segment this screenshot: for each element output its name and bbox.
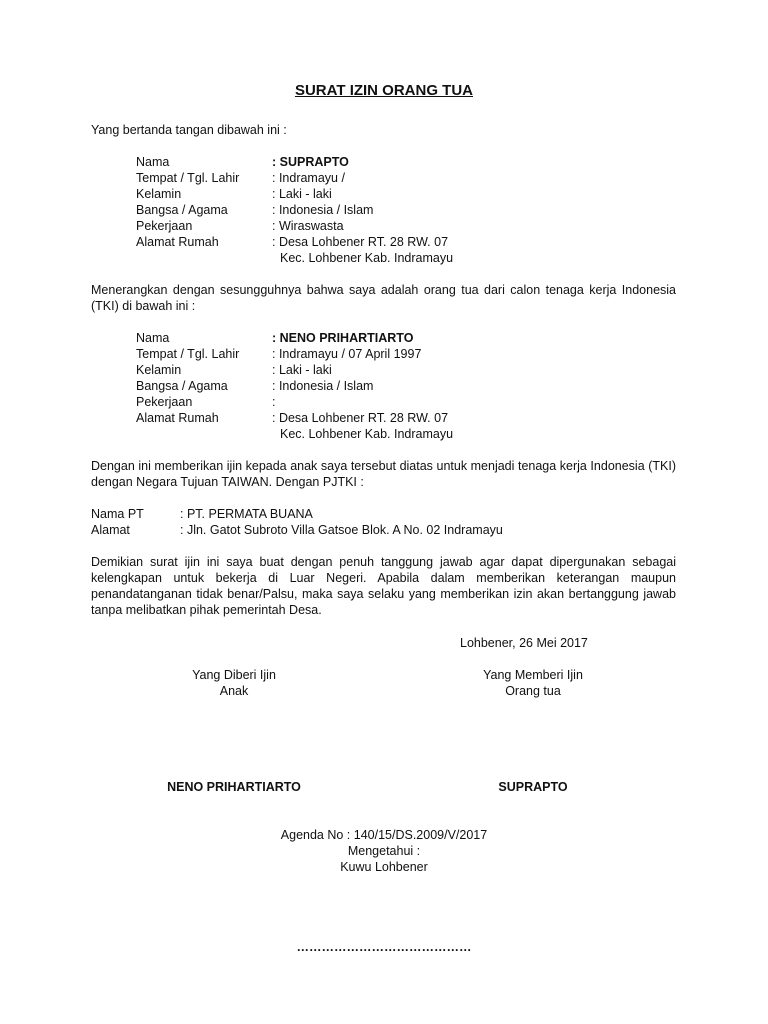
- intro-text: Yang bertanda tangan dibawah ini :: [91, 123, 287, 137]
- official-title: Kuwu Lohbener: [340, 860, 428, 874]
- child-value-gender: : Laki - laki: [272, 363, 332, 377]
- left-signer-relation: Anak: [219, 684, 249, 698]
- parent-address-cont: Kec. Lohbener Kab. Indramayu: [280, 251, 454, 265]
- permission-paragraph: Dengan ini memberikan ijin kepada anak saya tersebut diatas untuk menjadi tenaga kerja Indonesia (TKI) dengan Negara Tujuan TAIWAN. Dengan PJTKI :: [91, 459, 676, 489]
- company-value-address: : Jln. Gatot Subroto Villa Gatsoe Blok. A No. 02 Indramayu: [180, 523, 503, 537]
- company-label-name: Nama PT: [91, 507, 144, 521]
- closing-paragraph: Demikian surat ijin ini saya buat dengan penuh tanggung jawab agar dapat dipergunakan sebagai kelengkapan untuk bekerja di Luar Negeri. Apabila dalam memberikan keterangan maupun penandatanganan tidak benar/Palsu, maka saya selaku yang memberikan izin akan bertanggung jawab tanpa melibatkan pihak pemerintah Desa.: [91, 555, 676, 617]
- parent-value-gender: : Laki - laki: [272, 187, 332, 201]
- child-label-job: Pekerjaan: [136, 395, 193, 409]
- parent-label-birth: Tempat / Tgl. Lahir: [136, 171, 240, 185]
- child-value-job: :: [272, 395, 276, 409]
- left-signer-name: NENO PRIHARTIARTO: [167, 780, 301, 794]
- official-signature-line: ……………………………………: [296, 940, 472, 954]
- right-signer-name: SUPRAPTO: [498, 780, 568, 794]
- acknowledged-label: Mengetahui :: [347, 844, 421, 858]
- company-value-name: : PT. PERMATA BUANA: [180, 507, 313, 521]
- parent-label-name: Nama: [136, 155, 170, 169]
- statement-paragraph: Menerangkan dengan sesungguhnya bahwa saya adalah orang tua dari calon tenaga kerja Indonesia (TKI) di bawah ini :: [91, 283, 676, 313]
- right-signer-role: Yang Memberi Ijin: [483, 668, 583, 682]
- child-value-birth: : Indramayu / 07 April 1997: [272, 347, 422, 361]
- left-signer-role: Yang Diberi Ijin: [192, 668, 276, 682]
- child-value-address: : Desa Lohbener RT. 28 RW. 07: [272, 411, 449, 425]
- parent-value-address: : Desa Lohbener RT. 28 RW. 07: [272, 235, 449, 249]
- child-value-nation: : Indonesia / Islam: [272, 379, 374, 393]
- agenda-number: Agenda No : 140/15/DS.2009/V/2017: [280, 828, 488, 842]
- child-label-name: Nama: [136, 331, 170, 345]
- parent-value-birth: : Indramayu /: [272, 171, 345, 185]
- company-label-address: Alamat: [91, 523, 130, 537]
- parent-label-nation: Bangsa / Agama: [136, 203, 228, 217]
- child-label-nation: Bangsa / Agama: [136, 379, 228, 393]
- parent-label-address: Alamat Rumah: [136, 235, 219, 249]
- child-address-cont: Kec. Lohbener Kab. Indramayu: [280, 427, 454, 441]
- child-label-birth: Tempat / Tgl. Lahir: [136, 347, 240, 361]
- parent-label-job: Pekerjaan: [136, 219, 193, 233]
- parent-value-nation: : Indonesia / Islam: [272, 203, 374, 217]
- child-value-name: : NENO PRIHARTIARTO: [272, 331, 414, 345]
- right-signer-relation: Orang tua: [505, 684, 561, 698]
- child-label-gender: Kelamin: [136, 363, 182, 377]
- page-title: SURAT IZIN ORANG TUA: [294, 82, 474, 99]
- child-label-address: Alamat Rumah: [136, 411, 219, 425]
- parent-label-gender: Kelamin: [136, 187, 182, 201]
- parent-value-name: : SUPRAPTO: [272, 155, 349, 169]
- parent-value-job: : Wiraswasta: [272, 219, 344, 233]
- place-date: Lohbener, 26 Mei 2017: [460, 636, 588, 650]
